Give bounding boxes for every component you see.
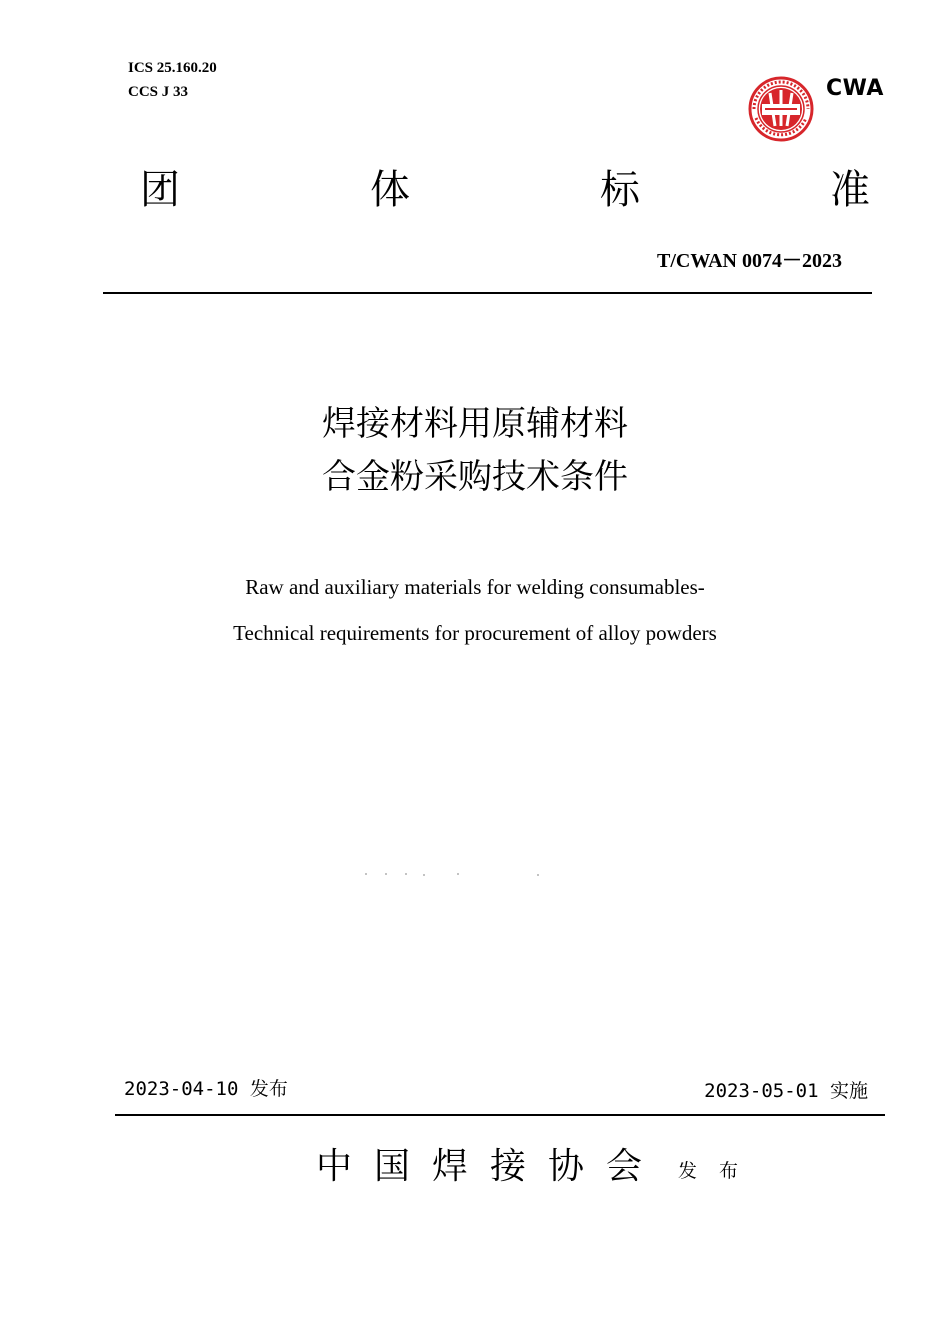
title-english-line: Technical requirements for procurement of alloy powders: [233, 621, 717, 645]
cwa-logo-icon: [748, 76, 814, 142]
org-abbreviation: CWA: [826, 76, 884, 101]
title-chinese-line: 焊接材料用原辅材料: [322, 404, 628, 444]
title-english: [0, 564, 950, 656]
ccs-code: CCS J 33: [128, 84, 189, 100]
title-chinese: [0, 398, 950, 504]
top-divider: [103, 292, 872, 294]
ics-code: ICS 25.160.20: [128, 60, 217, 76]
standard-type-char: 体: [370, 167, 410, 213]
standard-type-char: 标: [600, 167, 640, 213]
faint-marks: [362, 870, 552, 878]
standard-type-char: 准: [830, 167, 870, 213]
title-english-line: Raw and auxiliary materials for welding consumables-: [245, 575, 705, 599]
issue-date: 2023-04-10 发布: [124, 1078, 288, 1100]
standard-type: [140, 162, 870, 218]
publisher-action: 发布: [678, 1160, 761, 1182]
bottom-divider: [115, 1114, 885, 1116]
standard-type-char: 团: [140, 167, 180, 213]
standard-number: T/CWAN 0074－2023: [656, 250, 842, 272]
publisher-name: 中国焊接协会: [316, 1146, 665, 1187]
implementation-date: 2023-05-01 实施: [704, 1080, 868, 1102]
title-chinese-line: 合金粉采购技术条件: [322, 457, 628, 497]
classification-codes: [128, 56, 217, 104]
